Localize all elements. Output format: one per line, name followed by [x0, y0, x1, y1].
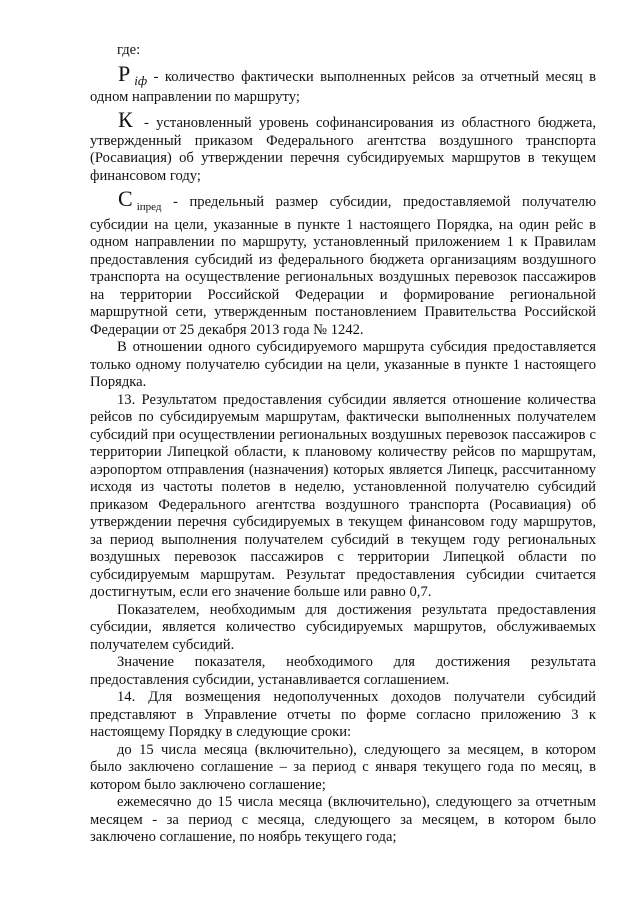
- paragraph: В отношении одного субсидируемого маршрута субсидия предоставляется только одному получателю субсидии на цели, указанные в пункте 1 настоящего Порядка.: [90, 339, 596, 391]
- paragraph-13: 13. Результатом предоставления субсидии является отношение количества рейсов по субсидируемым маршрутам, фактически выполненных получателем субсидий при осуществлении региональных воздушных перевозок пассажиров с территории Липецкой области, к плановому количеству рейсов по маршрутам, аэропортом отправления (назначения) которых является Липецк, рассчитанному исходя из частоты полетов в неделю, установленной получателю субсидий приказом Федерального агентства воздушного транспорта (Росавиация) об утверждении перечня субсидируемых в текущем финансовом году маршрутов, за период выполнения получателем субсидий в текущем году региональных воздушных перевозок пассажиров с территории Липецкой области по субсидируемым маршрутам. Результат предоставления субсидии считается достигнутым, если его значение больше или равно 0,7.: [90, 391, 596, 601]
- paragraph: Значение показателя, необходимого для достижения результата предоставления субсидии, устанавливается соглашением.: [90, 654, 596, 688]
- definition-r: [90, 62, 596, 107]
- definition-text: - количество фактически выполненных рейсов за отчетный месяц в одном направлении по маршруту;: [90, 68, 596, 105]
- symbol-subscript: iф: [134, 72, 148, 88]
- symbol-subscript: iпред: [136, 201, 162, 214]
- paragraph-14: 14. Для возмещения недополученных доходов получатели субсидий представляют в Управление отчеты по форме согласно приложению 3 к настоящему Порядку в следующие сроки:: [90, 689, 596, 741]
- definition-k: [90, 108, 596, 185]
- definition-c: [90, 187, 596, 339]
- document-body: [90, 42, 596, 847]
- intro-text: где:: [117, 42, 141, 58]
- paragraph: ежемесячно до 15 числа месяца (включительно), следующего за отчетным месяцем - за период с месяца, следующего за месяцем, в котором было заключено соглашение, по ноябрь текущего года;: [90, 794, 596, 846]
- definition-text: - установленный уровень софинансирования из областного бюджета, утвержденный приказом Федерального агентства воздушного транспорта (Росавиация) об утверждении перечня субсидируемых маршрутов в текущем финансовом году;: [90, 115, 596, 184]
- symbol: Р: [118, 60, 131, 86]
- paragraph: до 15 числа месяца (включительно), следующего за месяцем, в котором было заключено соглашение – за период с января текущего года по месяц, в котором было заключено соглашение;: [90, 741, 596, 793]
- paragraph: Показателем, необходимым для достижения результата предоставления субсидии, является количество субсидируемых маршрутов, обслуживаемых получателем субсидий.: [90, 601, 596, 653]
- symbol: С: [118, 186, 133, 212]
- symbol: К: [118, 107, 133, 133]
- definition-text: - предельный размер субсидии, предоставляемой получателю субсидии на цели, указанные в пункте 1 настоящего Порядка, на один рейс в одном направлении по маршруту, установленный приложением 1 к Правилам предоставления субсидий из федерального бюджета организациям воздушного транспорта на осуществление региональных воздушных перевозок пассажиров на территории Российской Федерации и формирование региональной маршрутной сети, утвержденным постановлением Правительства Российской Федерации от 25 декабря 2013 года № 1242.: [90, 194, 596, 338]
